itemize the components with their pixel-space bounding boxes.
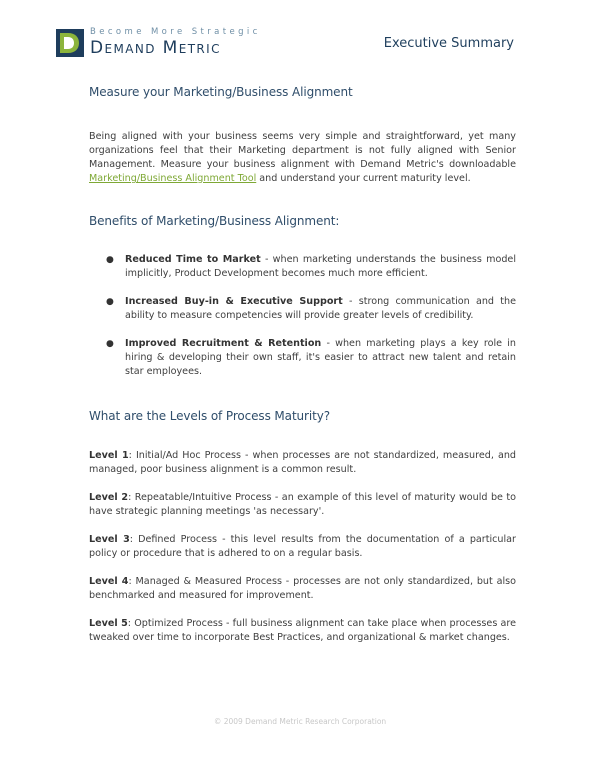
- benefit-text: - strong communication and the ability to measure competencies will provide greater levels of credibility.: [125, 296, 517, 321]
- level-label: Level 3: [89, 534, 130, 545]
- document-type-title: Executive Summary: [383, 36, 514, 51]
- maturity-level: [89, 491, 516, 519]
- maturity-level: [89, 449, 516, 477]
- demand-metric-logo-icon: [56, 29, 84, 57]
- alignment-paragraph-intro: Being aligned with your business seems very simple and straightforward, yet many organizations feel that their Marketing department is not fully aligned with Senior Management. Measure your business alignment with Demand Metric's downloadable: [89, 131, 516, 170]
- benefit-title: Increased Buy-in & Executive Support: [125, 296, 343, 307]
- company-logo: [56, 27, 296, 61]
- document-body: [89, 85, 516, 645]
- level-label: Level 1: [89, 450, 129, 461]
- list-item: [106, 337, 516, 379]
- alignment-paragraph: [89, 130, 516, 186]
- section-title-alignment: Measure your Marketing/Business Alignment: [89, 85, 353, 99]
- benefit-title: Reduced Time to Market: [125, 254, 261, 265]
- level-label: Level 2: [89, 492, 129, 503]
- alignment-paragraph-end: and understand your current maturity level.: [256, 173, 471, 184]
- level-label: Level 4: [89, 576, 129, 587]
- list-item: [106, 295, 517, 323]
- bullet-icon: ●: [106, 297, 114, 307]
- alignment-tool-link[interactable]: Marketing/Business Alignment Tool: [89, 173, 257, 184]
- benefit-text: - when marketing understands the business model implicitly, Product Development becomes much more efficient.: [125, 254, 517, 279]
- bullet-icon: ●: [106, 255, 114, 265]
- benefits-list: [89, 253, 516, 379]
- bullet-icon: ●: [106, 339, 114, 349]
- benefit-text: - when marketing plays a key role in hiring & developing their own staff, it's easier to attract new talent and retain star employees.: [125, 338, 516, 377]
- maturity-level: [89, 617, 516, 645]
- level-text: : Defined Process - this level results from the documentation of a particular policy or procedure that is adhered to on a regular basis.: [89, 534, 517, 559]
- level-text: : Repeatable/Intuitive Process - an example of this level of maturity would be to have strategic planning meetings 'as necessary'.: [89, 492, 516, 517]
- list-item: [106, 253, 517, 281]
- section-title-benefits: Benefits of Marketing/Business Alignment:: [89, 214, 340, 228]
- maturity-level: [89, 575, 516, 603]
- level-text: : Managed & Measured Process - processes are not only standardized, but also benchmarked and measured for improvement.: [89, 576, 516, 601]
- copyright-footer: © 2009 Demand Metric Research Corporation: [213, 717, 387, 726]
- section-title-maturity: What are the Levels of Process Maturity?: [89, 409, 330, 423]
- maturity-level: [89, 533, 516, 561]
- logo-company-name: Demand Metric: [90, 38, 221, 58]
- level-text: : Optimized Process - full business alignment can take place when processes are tweaked over time to incorporate Best Practices, and organizational & market changes.: [89, 618, 516, 643]
- benefit-title: Improved Recruitment & Retention: [125, 338, 322, 349]
- level-text: : Initial/Ad Hoc Process - when processes are not standardized, measured, and managed, poor business alignment is a common result.: [89, 450, 516, 475]
- logo-tagline: Become More Strategic: [90, 27, 261, 37]
- level-label: Level 5: [89, 618, 128, 629]
